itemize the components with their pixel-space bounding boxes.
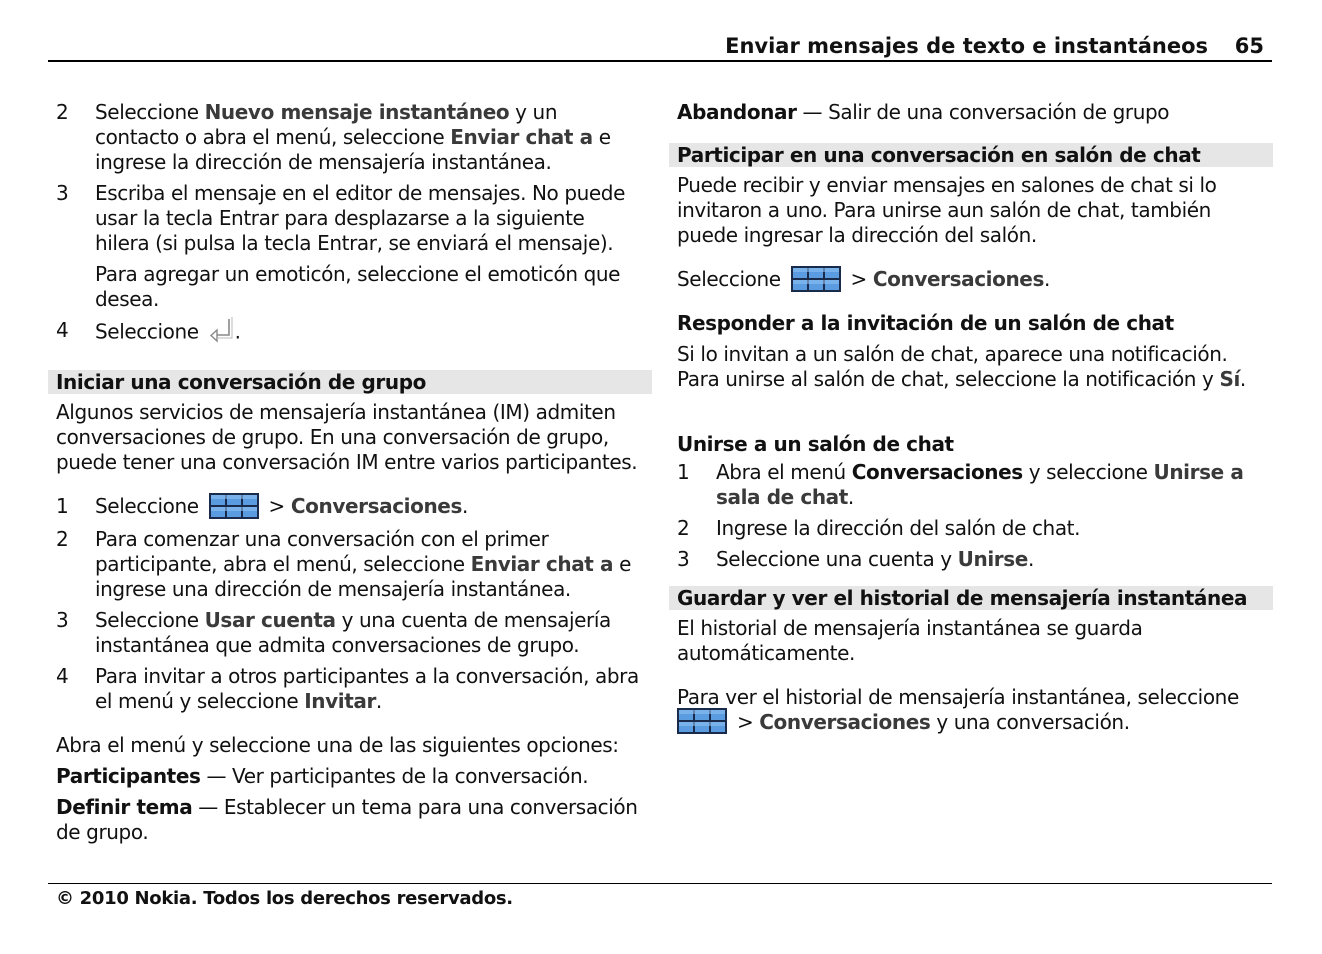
step-text: y un contacto o abra el menú, seleccione — [95, 100, 558, 149]
keyword-conversations: Conversaciones — [290, 494, 462, 518]
chatroom-select — [669, 267, 1273, 294]
group-intro: Algunos servicios de mensajería instantánea (IM) admiten conversaciones de grupo. En una conversación de grupo, puede tener una conversación IM entre varios participantes. — [56, 400, 638, 474]
join-step-2 — [669, 516, 1273, 541]
step-number: 4 — [56, 318, 69, 342]
step-text: . — [375, 688, 382, 713]
step-number: 2 — [56, 526, 69, 551]
keyword-use-account: Usar cuenta — [204, 607, 336, 632]
keyword-conversations: Conversaciones — [851, 459, 1023, 484]
option-term: Abandonar — [677, 100, 797, 124]
history-instructions — [669, 685, 1273, 737]
keyword-send-chat: Enviar chat a — [470, 551, 614, 576]
section-title-group: Iniciar una conversación de grupo — [48, 370, 652, 394]
step-text: . — [1239, 366, 1246, 391]
invite-text — [669, 342, 1273, 392]
keyword-yes: Sí — [1219, 366, 1240, 391]
step-number: 4 — [56, 663, 69, 688]
step-text: Para invitar a otros participantes a la conversación, abra el menú y seleccione — [95, 663, 639, 713]
step-text: Seleccione — [95, 100, 205, 124]
step-text: Seleccione — [95, 494, 205, 518]
menu-grid-icon — [677, 708, 727, 734]
option-leave — [669, 100, 1273, 125]
step-text: Seleccione una cuenta y — [716, 546, 958, 571]
keyword-conversations: Conversaciones — [872, 267, 1044, 291]
option-participants — [48, 764, 652, 789]
page-footer — [48, 883, 1272, 909]
keyword-join-room: Unirse a sala de chat — [716, 459, 1244, 509]
step-number: 3 — [56, 607, 69, 632]
emoticon-note: Para agregar un emoticón, seleccione el emoticón que desea. — [95, 262, 621, 311]
group-step-4 — [48, 664, 652, 714]
step-number: 2 — [677, 515, 690, 540]
option-desc: — Establecer un tema para una conversación de grupo. — [56, 794, 638, 844]
group-step-3 — [48, 608, 652, 658]
menu-grid-icon — [791, 266, 841, 292]
subsection-title-join: Unirse a un salón de chat — [677, 431, 954, 456]
option-desc: — Ver participantes de la conversación. — [200, 763, 589, 788]
step-number: 1 — [56, 494, 69, 518]
page-number: 65 — [1234, 34, 1264, 58]
group-step-1 — [48, 494, 652, 521]
right-column — [669, 100, 1273, 736]
copyright-text: © 2010 Nokia. Todos los derechos reservados. — [56, 888, 513, 909]
step-text: Si lo invitan a un salón de chat, aparece una notificación. Para unirse al salón de chat, seleccione la notificación y — [677, 341, 1228, 391]
option-define-topic — [48, 795, 652, 845]
step-text: . — [461, 494, 468, 518]
step-text: e ingrese una dirección de mensajería instantánea. — [95, 551, 631, 601]
step-text: Seleccione — [95, 319, 205, 344]
option-desc: — Salir de una conversación de grupo — [796, 100, 1170, 124]
step-text: Seleccione — [95, 607, 205, 632]
step-3 — [48, 181, 652, 256]
step-text: > — [731, 709, 760, 734]
group-step-2 — [48, 527, 652, 602]
keyword-conversations: Conversaciones — [759, 709, 931, 734]
step-text: > — [262, 494, 291, 518]
step-text: e ingrese la dirección de mensajería instantánea. — [95, 125, 611, 174]
left-column — [48, 100, 652, 845]
step-text: Para ver el historial de mensajería instantánea, seleccione — [677, 684, 1239, 709]
option-term: Definir tema — [56, 794, 193, 819]
history-intro: El historial de mensajería instantánea se guarda automáticamente. — [677, 615, 1143, 665]
chatroom-intro: Puede recibir y enviar mensajes en salones de chat si lo invitaron a uno. Para unirse aun salón de chat, también puede ingresar la dirección del salón. — [677, 173, 1217, 247]
step-text: Ingrese la dirección del salón de chat. — [716, 515, 1081, 540]
enter-key-icon — [205, 315, 235, 345]
step-text: > — [844, 267, 873, 291]
section-title-chatroom: Participar en una conversación en salón de chat — [669, 143, 1273, 167]
menu-grid-icon — [209, 493, 259, 519]
step-text: Para comenzar una conversación con el primer participante, abra el menú, seleccione — [95, 526, 549, 576]
page-header — [48, 28, 1272, 62]
step-text: . — [847, 484, 854, 509]
step-text: Seleccione — [677, 267, 787, 291]
subsection-title-invite: Responder a la invitación de un salón de chat — [677, 310, 1174, 335]
keyword-join: Unirse — [957, 546, 1028, 571]
step-number: 2 — [56, 100, 69, 124]
step-text: y seleccione — [1022, 459, 1154, 484]
join-step-3 — [669, 547, 1273, 572]
step-number: 1 — [677, 459, 690, 484]
step-text: Abra el menú — [716, 459, 852, 484]
header-title: Enviar mensajes de texto e instantáneos — [725, 34, 1208, 58]
keyword-send-chat: Enviar chat a — [450, 125, 593, 149]
step-text: y una conversación. — [930, 709, 1130, 734]
keyword-new-im: Nuevo mensaje instantáneo — [204, 100, 510, 124]
step-text: Escriba el mensaje en el editor de mensajes. No puede usar la tecla Entrar para desplazarse a la siguiente hilera (si pulsa la tecla Entrar, se enviará el mensaje). — [95, 181, 626, 255]
step-text: . — [234, 319, 241, 344]
step-2 — [48, 100, 652, 175]
step-text: . — [1043, 267, 1050, 291]
step-text: y una cuenta de mensajería instantánea que admita conversaciones de grupo. — [95, 607, 611, 657]
join-step-1 — [669, 460, 1273, 510]
step-number: 3 — [56, 181, 69, 205]
step-4 — [48, 318, 652, 348]
section-title-history: Guardar y ver el historial de mensajería instantánea — [669, 586, 1273, 610]
step-number: 3 — [677, 546, 690, 571]
option-term: Participantes — [56, 763, 201, 788]
keyword-invite: Invitar — [304, 688, 376, 713]
options-intro: Abra el menú y seleccione una de las siguientes opciones: — [56, 732, 619, 757]
step-text: . — [1027, 546, 1034, 571]
